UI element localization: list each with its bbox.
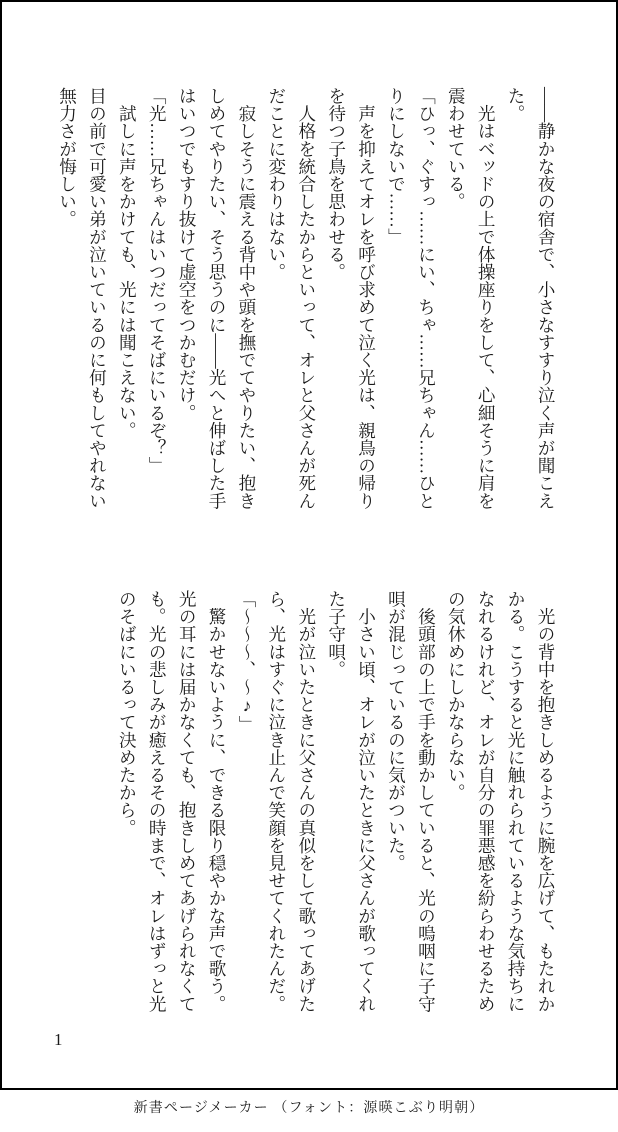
- text-line: りにしないで……」: [386, 87, 407, 246]
- text-line: 後頭部の上で手を動かしていると、光の嗚咽に子守: [416, 590, 437, 1013]
- text-line: ――静かな夜の宿舎で、小さなすすり泣く声が聞こえ: [536, 87, 556, 510]
- text-line: 光の耳には届かなくても、抱きしめてあげられなくて: [177, 590, 198, 1013]
- text-line: を待つ子鳥を思わせる。: [326, 87, 347, 281]
- text-section-top: [52, 87, 560, 513]
- text-line: 光が泣いたときに父さんの真似をして歌ってあげた: [296, 590, 317, 1013]
- text-line: の気休めにしかならない。: [446, 590, 467, 802]
- text-line: 震わせている。: [446, 87, 467, 211]
- text-line: 目の前で可愛い弟が泣いているのに何もしてやれない: [87, 87, 108, 510]
- text-line: 人格を統合したからといって、オレと父さんが死ん: [296, 87, 317, 510]
- text-line: も。光の悲しみが癒えるその時まで、オレはずっと光: [147, 590, 168, 1013]
- text-line: だことに変わりはない。: [266, 87, 287, 281]
- text-line: なれるけれど、オレが自分の罪悪感を紛らわせるため: [476, 590, 497, 1013]
- page-number: 1: [54, 1030, 63, 1049]
- text-line: ら、光はすぐに泣き止んで笑顔を見せてくれたんだ。: [266, 590, 287, 1013]
- text-line: はいつでもすり抜けて虚空をつかむだけ。: [177, 87, 198, 422]
- text-line: 無力さが悔しい。: [57, 87, 78, 228]
- text-line: た。: [506, 87, 527, 123]
- text-line: 「ひっ、ぐすっ……にい、ちゃ……兄ちゃん……ひと: [416, 87, 437, 510]
- text-line: 唄が混じっているのに気がついた。: [386, 590, 407, 872]
- text-line: 「光……兄ちゃんはいつだってそばにいるぞ？」: [147, 87, 168, 475]
- text-line: 声を抑えてオレを呼び求めて泣く光は、親鳥の帰り: [356, 87, 377, 510]
- text-line: た子守唄。: [326, 590, 347, 678]
- text-line: 小さい頃、オレが泣いたときに父さんが歌ってくれ: [356, 590, 377, 1013]
- footer-caption: 新書ページメーカー （フォント：源暎こぶり明朝）: [133, 1101, 485, 1116]
- text-line: かる。こうすると光に触れられているような気持ちに: [506, 590, 527, 1013]
- text-line: 「～～～、～♪」: [236, 590, 257, 734]
- text-line: のそばにいるって決めたから。: [117, 590, 138, 837]
- text-line: しめてやりたい、そう思うのに――光へと伸ばした手: [207, 87, 228, 510]
- text-line: 光の背中を抱きしめるように腕を広げて、もたれか: [536, 590, 556, 1013]
- text-line: 寂しそうに震える背中や頭を撫でてやりたい、抱き: [236, 87, 257, 510]
- text-section-bottom: [111, 590, 560, 1016]
- text-line: 驚かせないように、できる限り穏やかな声で歌う。: [207, 590, 228, 1013]
- text-line: 試しに声をかけても、光には聞こえない。: [117, 87, 138, 439]
- text-line: 光はベッドの上で体操座りをして、心細そうに肩を: [476, 87, 497, 510]
